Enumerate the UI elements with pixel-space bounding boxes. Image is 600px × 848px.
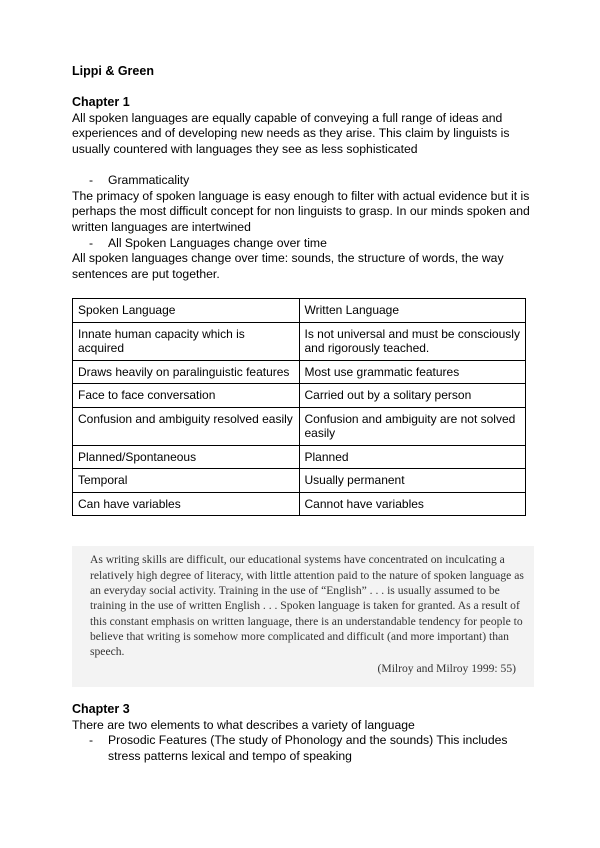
bullet-dash: - [89,733,94,748]
table-cell: Confusion and ambiguity are not solved easily [299,407,526,445]
table-row [73,407,526,445]
spacer [72,158,532,174]
bullet-dash: - [89,173,94,188]
bullet-text: Prosodic Features (The study of Phonology and the sounds) This includes stress patterns lexical and tempo of speaking [108,733,508,764]
table-cell: Spoken Language [73,299,300,323]
table-row [73,469,526,493]
spacer [72,80,532,96]
table-cell: Cannot have variables [299,492,526,516]
chapter-1-heading: Chapter 1 [72,95,130,110]
chapter-1-paragraph-change: All spoken languages change over time: sounds, the structure of words, the way sentences are put together. [72,251,504,281]
table-row [73,492,526,516]
document-page [72,64,532,765]
table-cell: Usually permanent [299,469,526,493]
chapter-1-paragraph-primacy: The primacy of spoken language is easy enough to filter with actual evidence but it is perhaps the most difficult concept for non linguists to grasp. In our minds spoken and written languages are intertwined [72,188,530,234]
table-row [73,322,526,360]
chapter-3-intro: There are two elements to what describes a variety of language [72,717,415,732]
table-cell: Planned/Spontaneous [73,445,300,469]
table-cell: Planned [299,445,526,469]
table-cell: Carried out by a solitary person [299,384,526,408]
table-row [73,445,526,469]
bullet-dash: - [89,235,94,250]
table-cell: Draws heavily on paralinguistic features [73,360,300,384]
table-cell: Temporal [73,469,300,493]
document-title: Lippi & Green [72,64,154,78]
chapter-1-intro: All spoken languages are equally capable of conveying a full range of ideas and experiences and of developing new needs as they arise. This claim by linguists is usually countered with languages they see as less sophisticated [72,110,510,156]
quote-text: As writing skills are difficult, our educational systems have concentrated on inculcating a relatively high degree of literacy, with little attention paid to the nature of spoken language as an everyday social activity. Training in the use of “English” . . . is usually assumed to be training in the use of written English . . . Spoken language is taken for granted. As a result of this constant emphasis on written language, there is an understandable tendency for people to believe that writing is somehow more complicated and difficult (and more important) than speech. [90,553,524,659]
table-row [73,360,526,384]
bullet-text: Grammaticality [108,173,190,188]
bullet-language-change [72,236,532,252]
spoken-vs-written-table [72,298,526,516]
quote-citation: (Milroy and Milroy 1999: 55) [377,662,516,676]
spacer [72,687,532,703]
table-cell: Confusion and ambiguity resolved easily [73,407,300,445]
table-cell: Innate human capacity which is acquired [73,322,300,360]
bullet-grammaticality [72,173,532,189]
bullet-text: All Spoken Languages change over time [108,235,327,250]
chapter-3-heading: Chapter 3 [72,702,130,717]
table-body [73,299,526,516]
table-row [73,384,526,408]
bullet-prosodic-features [72,733,532,764]
table-cell: Is not universal and must be consciously and rigorously teached. [299,322,526,360]
table-cell: Can have variables [73,492,300,516]
table-header-row [73,299,526,323]
table-cell: Most use grammatic features [299,360,526,384]
table-cell: Face to face conversation [73,384,300,408]
table-cell: Written Language [299,299,526,323]
quoted-excerpt-image [72,546,534,686]
